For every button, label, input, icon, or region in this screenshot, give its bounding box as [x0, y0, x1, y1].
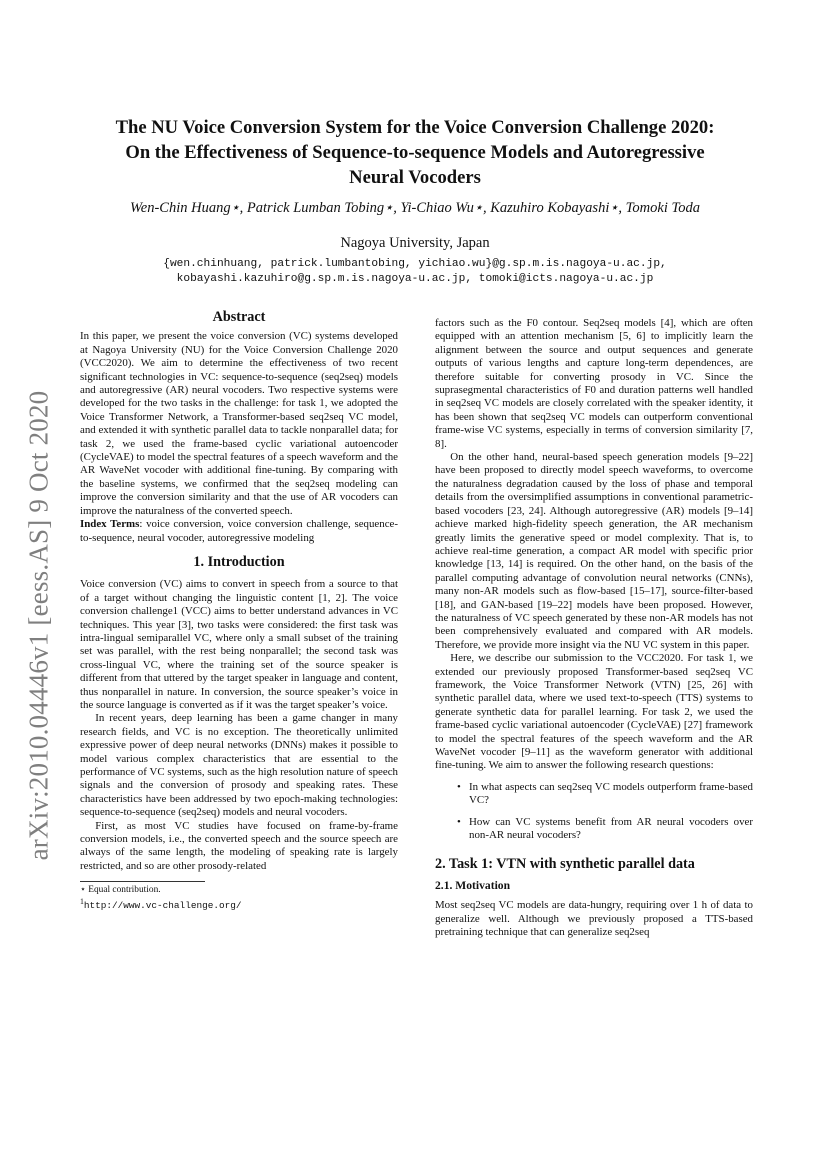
research-questions [435, 781, 753, 843]
question-item: • In what aspects can seq2seq VC models outperform frame-based VC? [457, 781, 753, 808]
abstract-heading: Abstract [212, 309, 266, 325]
section2-heading: 2. Task 1: VTN with synthetic parallel data [435, 856, 695, 873]
intro-heading: 1. Introduction [193, 553, 285, 570]
abstract-text: In this paper, we present the voice conversion (VC) systems developed at Nagoya University (NU) for the Voice Conversion Challenge 2020 (VCC2020). We aim to determine the effectiveness of two recent significant technologies in VC: sequence-to-sequence (seq2seq) models and autoregressive (AR) neural vocoders. Two respective systems were developed for the two tasks in the challenge: for task 1, we adopted the Voice Transformer Network, a Transformer-based seq2seq VC model, and extended it with synthetic parallel data to tackle nonparallel data; for task 2, we used the frame-based cyclic variational autoencoder (CycleVAE) to model the spectral features of a speech waveform and the AR WaveNet vocoder with additional fine-tuning. By comparing with the baseline systems, we confirmed that the seq2seq modeling can improve the conversion similarity and that the use of AR vocoders can improve the naturalness of the converted speech. [80, 330, 398, 517]
author-emails [70, 257, 760, 287]
arxiv-watermark [14, 365, 64, 885]
body-paragraph: factors such as the F0 contour. Seq2seq models [4], which are often equipped with an attention mechanism [5, 6] to implicitly learn the alignment between the source and output sequences and generate outputs of various lengths and capture long-term dependences, are therefore suitable for converting prosody in VC. Since the suprasegmental characteristics of F0 and duration patterns well handled in seq2seq VC models are closely correlated with the speaker identity, it has been shown that seq2seq VC models can outperform conventional frame-wise VC systems, especially in terms of conversion similarity [7, 8]. [435, 317, 753, 450]
affiliation: Nagoya University, Japan [340, 235, 490, 251]
motivation-paragraph: Most seq2seq VC models are data-hungry, requiring over 1 h of data to generalize well. Although we previously proposed a TTS-based pretraining technique that can generalize seq2seq [435, 899, 753, 939]
subsection-heading: 2.1. Motivation [435, 878, 511, 892]
index-terms-label: Index Terms [80, 518, 140, 531]
right-column [435, 317, 753, 939]
footnote-url [80, 896, 398, 912]
intro-paragraph: First, as most VC studies have focused on frame-by-frame conversion models, i.e., the converted speech and the source speech are always of the same length, the modeling of speaking rate is largely restricted, and so are other prosody-related [80, 819, 398, 872]
intro-paragraph: In recent years, deep learning has been a game changer in many research fields, and VC is no exception. The theoretically unlimited expressive power of deep neural networks (DNNs) makes it possible to model various complex characteristics that are essential to the performance of VC systems, such as the high resolution nature of speech signals and the conversion of prosody and speaking rates. These characteristics have been addressed by two epoch-making technologies: sequence-to-sequence (seq2seq) models and neural vocoders. [80, 712, 398, 819]
footnote-mark: 1 [80, 897, 84, 907]
body-paragraph: On the other hand, neural-based speech generation models [9–22] have been proposed to directly model speech waveforms, to overcome the naturalness degradation caused by the loss of phase and temporal details from the oversimplified assumptions in conventional parametric-based vocoders [23, 24]. Although autoregressive (AR) models [9–14] achieve marked high-fidelity speech generation, the AR mechanism greatly limits the generative speed or model complexity. That is, to achieve real-time generation, a compact AR model with specific prior knowledge [13, 14] is required. On the other hand, on the basis of the parallel computing advantage of convolution neural networks (CNNs), many non-AR models such as flow-based [15–17], source-filter-based [18], and GAN-based [19–22] models have been proposed. However, the naturalness of VC speech generated by these non-AR models has not been comprehensively evaluated and compared with AR models. Therefore, we provide more insight via the NU VC system in this paper. [435, 451, 753, 651]
title-line: On the Effectiveness of Sequence-to-sequence Models and Autoregressive [125, 142, 705, 163]
arxiv-id: arXiv:2010.04446v1 [eess.AS] 9 Oct 2020 [23, 390, 54, 860]
index-terms [80, 518, 398, 545]
question-item: • How can VC systems benefit from AR neural vocoders over non-AR neural vocoders? [457, 816, 753, 843]
footnote-rule [80, 881, 205, 882]
body-paragraph: Here, we describe our submission to the VCC2020. For task 1, we extended our previously proposed Transformer-based seq2seq VC framework, the Voice Transformer Network (VTN) [25, 26] with synthetic parallel data, where we used text-to-speech (TTS) systems to generate synthetic data for parallel learning. For task 2, we used the frame-based cyclic variational autoencoder (CycleVAE) [27] framework to model the spectral features of the speech waveform and the AR WaveNet vocoder [9–11] as the waveform generator with additional fine-tuning. We aim to answer the following research questions: [435, 652, 753, 772]
title-line: The NU Voice Conversion System for the Voice Conversion Challenge 2020: [115, 117, 715, 138]
email-line: kobayashi.kazuhiro@g.sp.m.is.nagoya-u.ac.jp, tomoki@icts.nagoya-u.ac.jp [176, 273, 654, 285]
title-line: Neural Vocoders [349, 167, 481, 188]
email-line: {wen.chinhuang, patrick.lumbantobing, yichiao.wu}@g.sp.m.is.nagoya-u.ac.jp, [163, 258, 667, 270]
paper-title [70, 115, 760, 190]
index-terms-text: : voice conversion, voice conversion challenge, sequence-to-sequence, neural vocoder, autoregressive modeling [80, 518, 398, 544]
left-column [80, 311, 398, 912]
author-list: Wen-Chin Huang⋆, Patrick Lumban Tobing⋆, Yi-Chiao Wu⋆, Kazuhiro Kobayashi⋆, Tomoki Toda [130, 200, 700, 216]
footnote-link[interactable]: http://www.vc-challenge.org/ [83, 900, 242, 912]
intro-paragraph: Voice conversion (VC) aims to convert in speech from a source to that of a target without changing the linguistic content [1, 2]. The voice conversion challenge1 (VCC) aims to better understand advances in VC techniques. This year [3], two tasks were considered: the first task was intra-lingual semiparallel VC, where only a small subset of the training set was parallel, with the rest being nonparallel; the second task was cross-lingual VC, where the training set of the source speaker is different from that uttered by the target speaker in language and content, thus nonparallel in nature. In conversion, the source speaker’s voice in the source language is converted as if it was the target speaker’s voice. [80, 578, 398, 711]
footnote-equal: ⋆ Equal contribution. [80, 885, 161, 896]
